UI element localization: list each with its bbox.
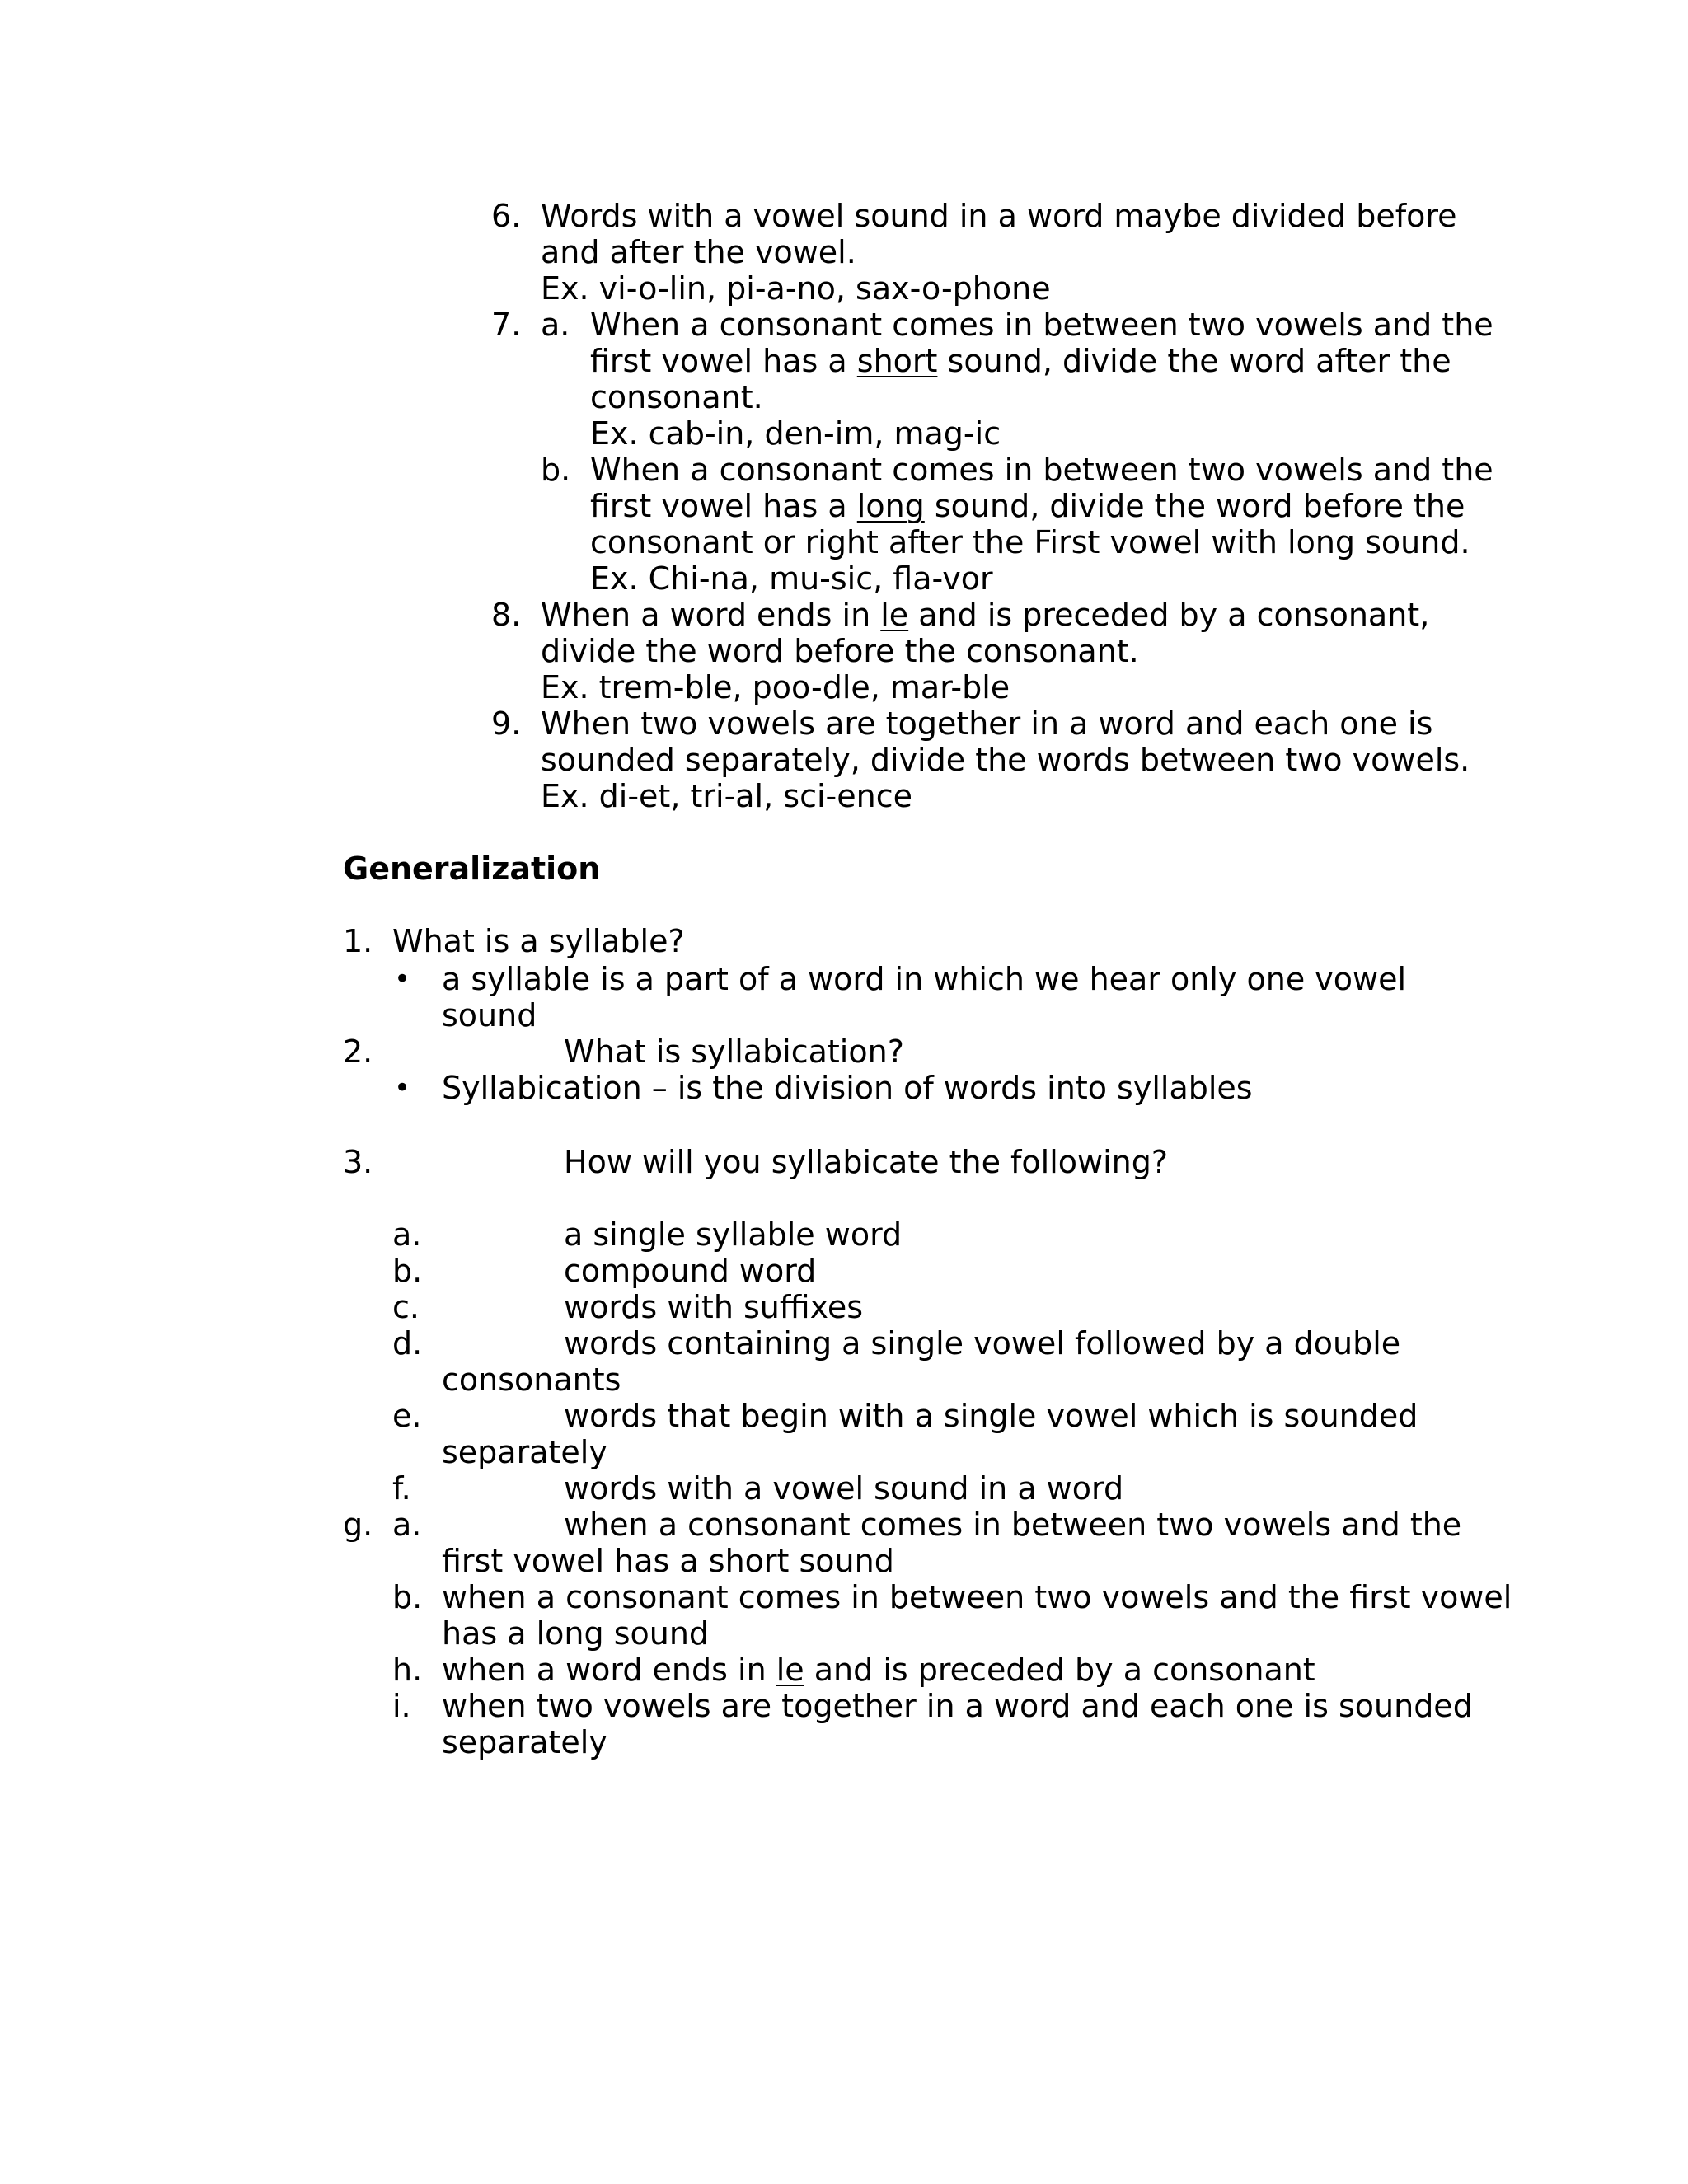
item-f-text: words with a vowel sound in a word [564,1470,1124,1507]
item-h-text: when a word ends in le and is preceded by a consonant [442,1652,1315,1688]
rule-7a-line-2: first vowel has a short sound, divide the word after the [590,343,1451,379]
rule-8-line-2: divide the word before the consonant. [541,633,1139,669]
item-a-text: a single syllable word [564,1216,903,1253]
item-a-letter: a. [392,1216,422,1253]
section-heading: Generalization [343,851,601,887]
question-2-number: 2. [343,1033,373,1070]
item-c-text: words with suffixes [564,1289,864,1325]
answer-2-text: Syllabication – is the division of words into syllables [442,1070,1253,1106]
rule-7b-letter: b. [541,452,571,488]
question-2-text: What is syllabication? [564,1033,904,1070]
rule-9-number: 9. [491,705,522,742]
bullet-icon: • [394,963,411,996]
rule-6-line-1: Words with a vowel sound in a word maybe divided before [541,198,1457,234]
rule-7a-letter: a. [541,307,570,343]
item-g-b-letter: b. [392,1579,423,1615]
rule-7-number: 7. [491,307,522,343]
item-b-letter: b. [392,1253,423,1289]
rule-9-line-1: When two vowels are together in a word and each one is [541,705,1433,742]
item-g-a-letter: a. [392,1507,422,1543]
underlined-word-long: long [856,488,925,524]
rule-7a-line-1: When a consonant comes in between two vowels and the [590,307,1493,343]
answer-1-line-2: sound [442,997,537,1033]
rule-6-example: Ex. vi-o-lin, pi-a-no, sax-o-phone [541,270,1051,307]
item-b-text: compound word [564,1253,817,1289]
rule-9-example: Ex. di-et, tri-al, sci-ence [541,778,912,814]
item-i-line-1: when two vowels are together in a word and each one is sounded [442,1688,1473,1724]
question-3-text: How will you syllabicate the following? [564,1144,1169,1180]
rule-6-number: 6. [491,198,522,234]
item-g-b-line-2: has a long sound [442,1615,710,1652]
item-e-letter: e. [392,1398,422,1434]
rule-8-example: Ex. trem-ble, poo-dle, mar-ble [541,669,1010,705]
rule-7a-line-3: consonant. [590,379,763,415]
item-i-letter: i. [392,1688,411,1724]
bullet-icon: • [394,1071,411,1104]
item-g-a-line-1: when a consonant comes in between two vowels and the [564,1507,1462,1543]
rule-6-line-2: and after the vowel. [541,234,856,270]
rule-8-line-1: When a word ends in le and is preceded by a consonant, [541,597,1430,633]
item-f-letter: f. [392,1470,411,1507]
question-1-text: What is a syllable? [392,923,685,959]
rule-7b-line-2: first vowel has a long sound, divide the word before the [590,488,1465,524]
answer-1-line-1: a syllable is a part of a word in which we hear only one vowel [442,961,1407,997]
underlined-word-short: short [856,343,938,379]
underlined-word-le: le [880,597,909,633]
item-d-line-2: consonants [442,1361,621,1398]
question-1-number: 1. [343,923,373,959]
item-g-a-line-2: first vowel has a short sound [442,1543,894,1579]
item-d-letter: d. [392,1325,423,1361]
rule-7b-line-1: When a consonant comes in between two vowels and the [590,452,1493,488]
item-d-line-1: words containing a single vowel followed by a double [564,1325,1401,1361]
item-c-letter: c. [392,1289,420,1325]
item-h-letter: h. [392,1652,423,1688]
rule-9-line-2: sounded separately, divide the words between two vowels. [541,742,1470,778]
rule-7b-line-3: consonant or right after the First vowel with long sound. [590,524,1470,560]
rule-7a-example: Ex. cab-in, den-im, mag-ic [590,415,1001,452]
rule-7b-example: Ex. Chi-na, mu-sic, fla-vor [590,560,993,597]
item-g-b-line-1: when a consonant comes in between two vowels and the first vowel [442,1579,1512,1615]
item-e-line-1: words that begin with a single vowel which is sounded [564,1398,1418,1434]
item-g-letter: g. [343,1507,373,1543]
question-3-number: 3. [343,1144,373,1180]
item-e-line-2: separately [442,1434,607,1470]
rule-8-number: 8. [491,597,522,633]
underlined-word-le: le [776,1652,804,1688]
item-i-line-2: separately [442,1724,607,1760]
